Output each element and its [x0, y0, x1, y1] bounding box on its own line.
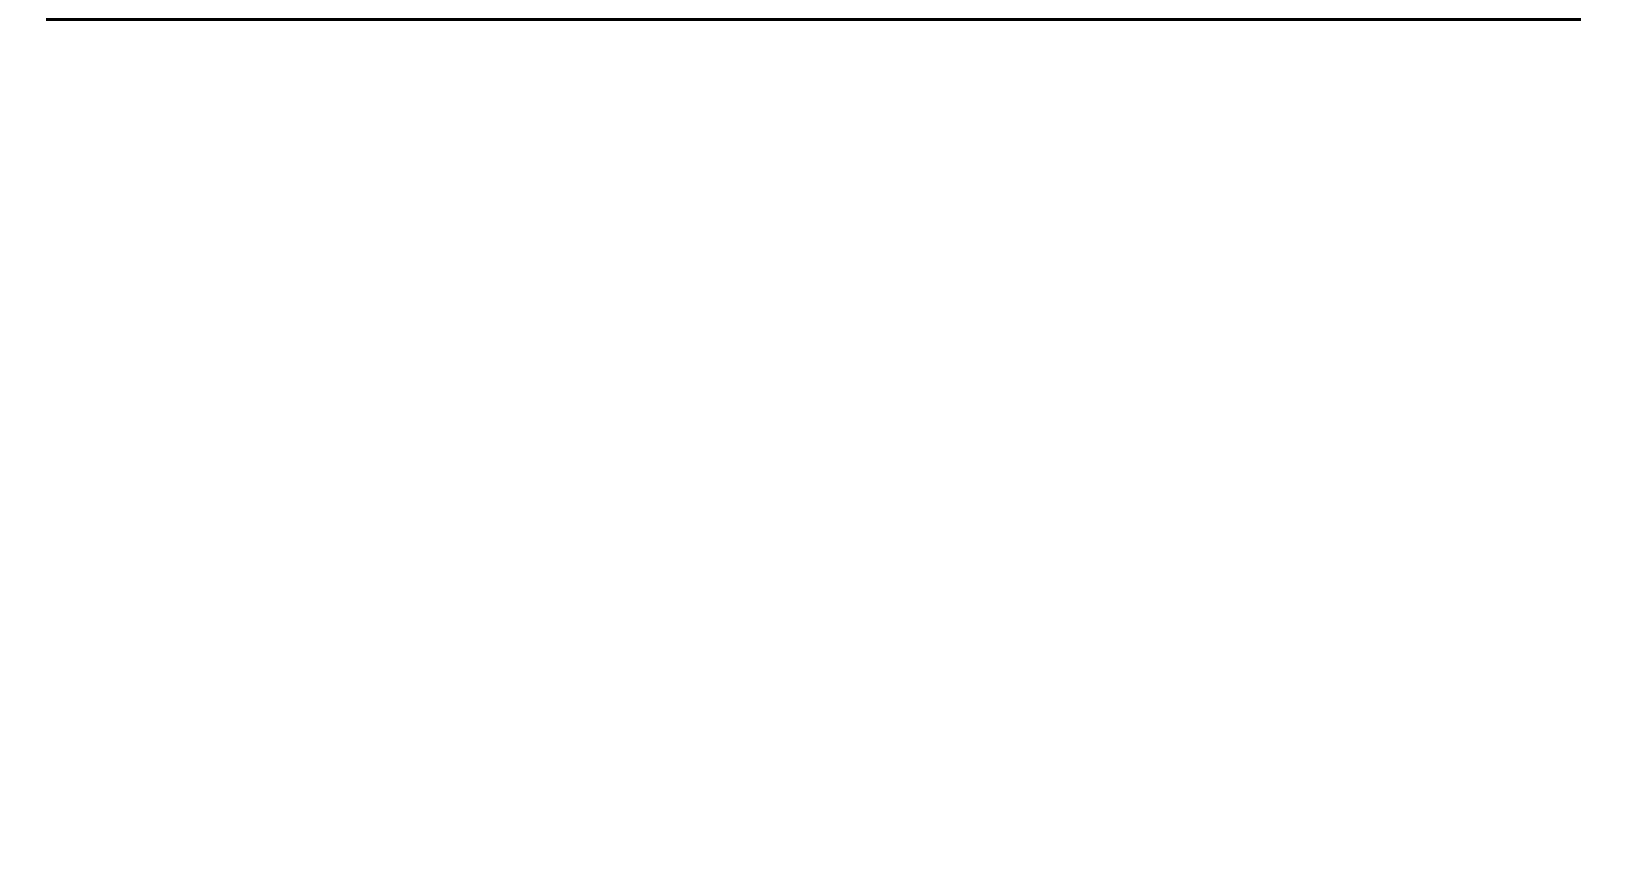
clutch-application-chart — [46, 18, 1581, 21]
